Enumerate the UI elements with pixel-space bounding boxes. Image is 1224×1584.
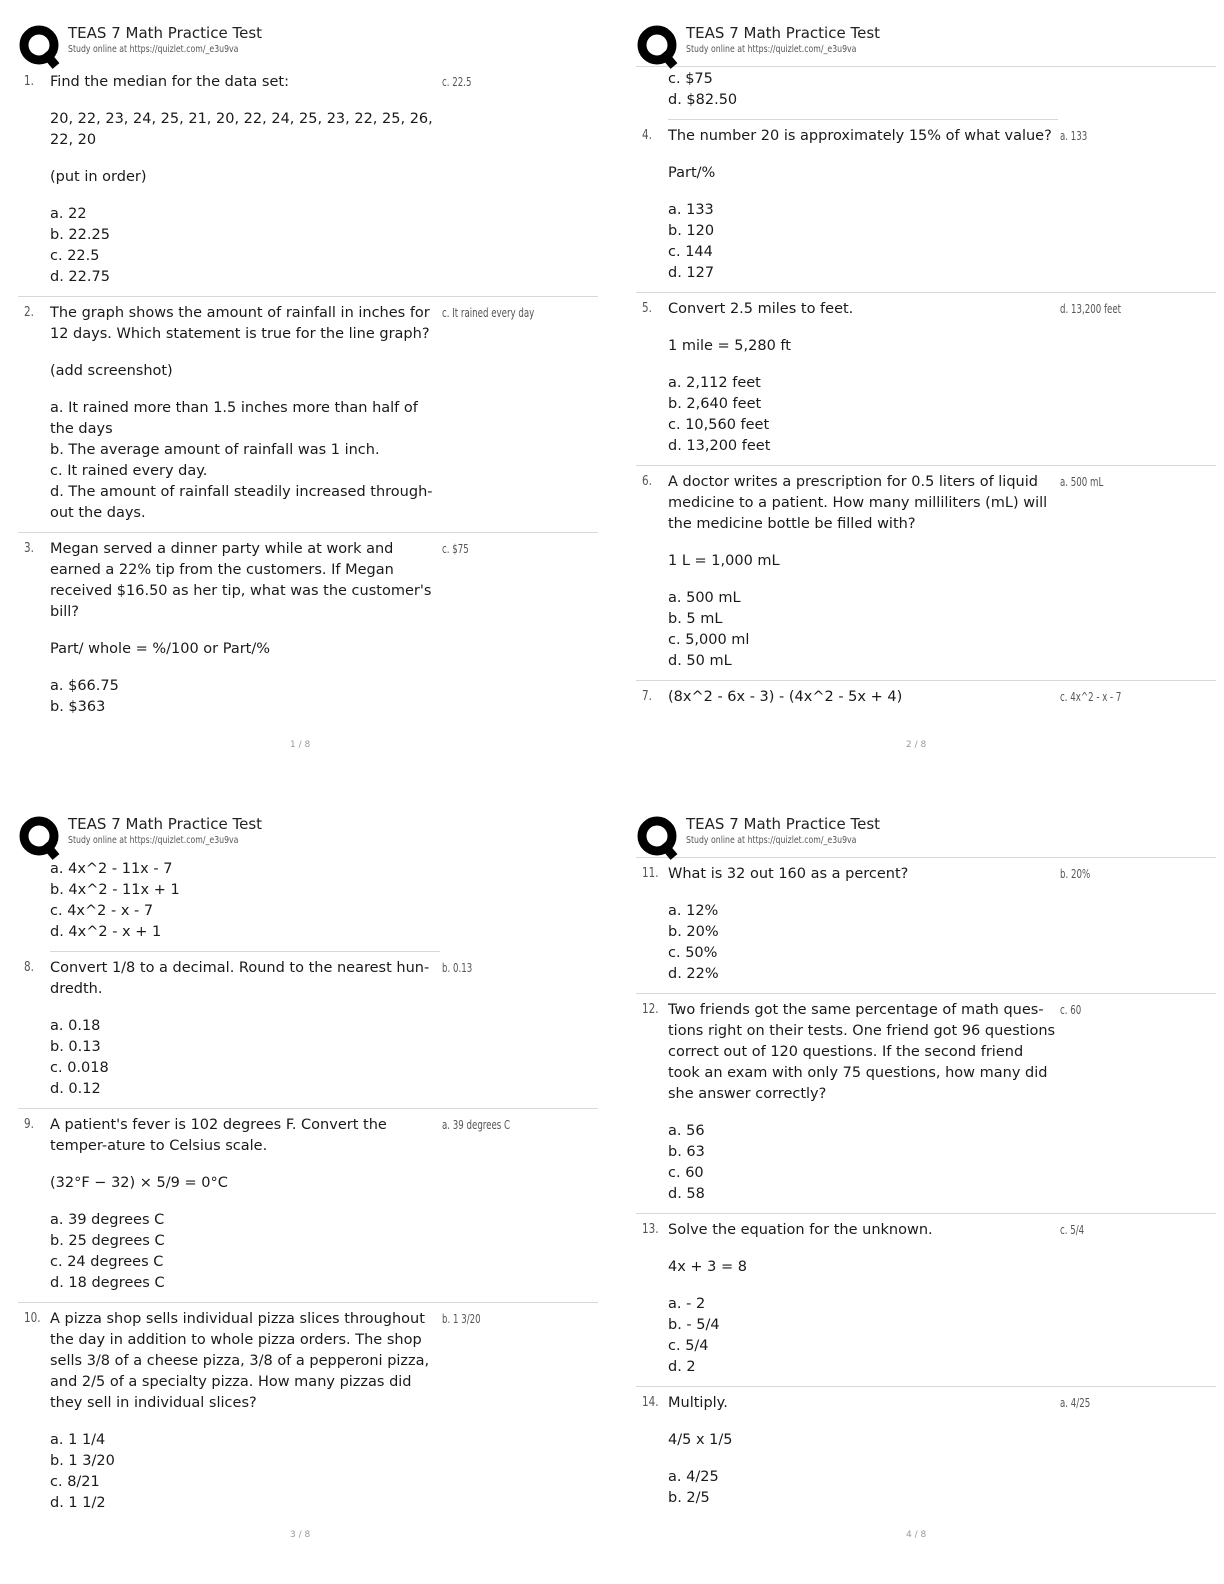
question-line: Two friends got the same percentage of math ques-tions right on their tests. One friend got 96 questions correct out of 120 questions. If the second friend took an exam with only 75 questions, how many did she answer correctly?: [668, 1002, 1056, 1102]
answer-key: a. 4/25: [1060, 1396, 1091, 1410]
question-line: a. 1 1/4: [50, 1432, 106, 1448]
question-line: d. 4x^2 - x + 1: [50, 924, 162, 940]
question-line: The graph shows the amount of rainfall in inches for 12 days. Which statement is true for the line graph?: [50, 305, 430, 342]
question-item: [636, 120, 1216, 293]
question-line: A doctor writes a prescription for 0.5 liters of liquid medicine to a patient. How many milliliters (mL) will the medicine bottle be filled with?: [668, 474, 1048, 532]
answer-key: c. 60: [1060, 1003, 1082, 1017]
question-list: [18, 952, 598, 1522]
question-line: Part/%: [668, 165, 716, 181]
question-item: [18, 952, 598, 1109]
question-number: 3.: [24, 541, 34, 556]
question-line: c. It rained every day.: [50, 463, 208, 479]
question-line: c. 60: [668, 1165, 704, 1181]
question-number: 1.: [24, 74, 34, 89]
question-body: [668, 1393, 1058, 1509]
question-line: A pizza shop sells individual pizza slices throughout the day in addition to whole pizza orders. The shop sells 3/8 of a cheese pizza, 3/8 of a pepperoni pizza, and 2/5 of a specialty pizza. How many pizzas did they sell in individual slices?: [50, 1311, 430, 1411]
question-line: Convert 1/8 to a decimal. Round to the nearest hun-dredth.: [50, 960, 430, 997]
doc-subtitle: Study online at https://quizlet.com/_e3u9va: [68, 835, 239, 846]
quizlet-logo-icon: [636, 24, 682, 70]
question-line: a. 2,112 feet: [668, 375, 761, 391]
quizlet-logo-icon: [18, 24, 64, 70]
question-item: [18, 297, 598, 533]
question-body: [50, 958, 440, 1100]
question-line: c. 4x^2 - x - 7: [50, 903, 154, 919]
question-line: Megan served a dinner party while at work and earned a 22% tip from the customers. If Megan received $16.50 as her tip, what was the customer's bill?: [50, 541, 432, 620]
question-number: 4.: [642, 128, 652, 143]
question-body: [668, 126, 1058, 284]
continued-options: [50, 857, 440, 952]
question-item: [636, 1214, 1216, 1387]
answer-key: b. 0.13: [442, 961, 473, 975]
question-item: [18, 1109, 598, 1303]
question-number: 10.: [24, 1311, 41, 1326]
doc-subtitle: Study online at https://quizlet.com/_e3u9va: [68, 44, 239, 55]
question-item: [636, 293, 1216, 466]
question-line: c. 10,560 feet: [668, 417, 770, 433]
question-item: [636, 466, 1216, 681]
question-body: [668, 299, 1058, 457]
question-number: 2.: [24, 305, 34, 320]
doc-subtitle: Study online at https://quizlet.com/_e3u9va: [686, 44, 857, 55]
question-line: a. 56: [668, 1123, 705, 1139]
question-line: a. 500 mL: [668, 590, 741, 606]
question-body: [50, 539, 440, 718]
question-line: b. 0.13: [50, 1039, 101, 1055]
question-line: b. 4x^2 - 11x + 1: [50, 882, 180, 898]
question-line: a. 12%: [668, 903, 719, 919]
page-4: [636, 811, 1216, 1517]
question-body: [50, 72, 440, 288]
question-item: [636, 858, 1216, 994]
question-item: [636, 681, 1216, 716]
question-line: 1 L = 1,000 mL: [668, 553, 780, 569]
question-item: [636, 994, 1216, 1214]
question-line: d. 22.75: [50, 269, 110, 285]
question-line: c. 24 degrees C: [50, 1254, 164, 1270]
answer-key: d. 13,200 feet: [1060, 302, 1122, 316]
answer-key: c. $75: [442, 542, 469, 556]
page-number: 3 / 8: [290, 1530, 311, 1540]
question-line: a. It rained more than 1.5 inches more than half of the days: [50, 400, 418, 437]
question-line: b. 2,640 feet: [668, 396, 762, 412]
page-number: 1 / 8: [290, 740, 311, 750]
page-1: [18, 20, 598, 726]
doc-title: TEAS 7 Math Practice Test: [68, 24, 263, 42]
question-line: b. The average amount of rainfall was 1 inch.: [50, 442, 380, 458]
question-line: a. - 2: [668, 1296, 706, 1312]
question-line: c. 50%: [668, 945, 718, 961]
question-number: 13.: [642, 1222, 659, 1237]
question-line: b. 20%: [668, 924, 719, 940]
question-line: b. 22.25: [50, 227, 110, 243]
question-line: Find the median for the data set:: [50, 74, 289, 90]
question-line: b. - 5/4: [668, 1317, 720, 1333]
answer-key: a. 500 mL: [1060, 475, 1104, 489]
question-line: The number 20 is approximately 15% of what value?: [668, 128, 1052, 144]
answer-key: b. 1 3/20: [442, 1312, 481, 1326]
question-body: [668, 472, 1058, 672]
question-line: a. 133: [668, 202, 714, 218]
question-line: A patient's fever is 102 degrees F. Convert the temper-ature to Celsius scale.: [50, 1117, 387, 1154]
question-line: d. 58: [668, 1186, 705, 1202]
question-number: 6.: [642, 474, 652, 489]
doc-title: TEAS 7 Math Practice Test: [686, 24, 881, 42]
question-line: d. 13,200 feet: [668, 438, 771, 454]
question-line: 4x + 3 = 8: [668, 1259, 747, 1275]
question-list: [636, 858, 1216, 1517]
question-number: 7.: [642, 689, 652, 704]
answer-key: a. 39 degrees C: [442, 1118, 511, 1132]
question-line: a. 0.18: [50, 1018, 101, 1034]
question-item: [18, 1303, 598, 1522]
question-body: [50, 1309, 440, 1514]
question-line: a. 39 degrees C: [50, 1212, 165, 1228]
question-line: d. 2: [668, 1359, 696, 1375]
page-number: 2 / 8: [906, 740, 927, 750]
question-number: 12.: [642, 1002, 659, 1017]
question-line: d. 22%: [668, 966, 719, 982]
answer-key: c. 4x^2 - x - 7: [1060, 690, 1122, 704]
question-line: d. 127: [668, 265, 715, 281]
question-item: [636, 1387, 1216, 1517]
question-number: 8.: [24, 960, 34, 975]
question-item: [18, 66, 598, 297]
doc-subtitle: Study online at https://quizlet.com/_e3u9va: [686, 835, 857, 846]
answer-key: b. 20%: [1060, 867, 1091, 881]
doc-title: TEAS 7 Math Practice Test: [686, 815, 881, 833]
doc-title: TEAS 7 Math Practice Test: [68, 815, 263, 833]
question-line: b. 63: [668, 1144, 705, 1160]
continued-options: [668, 67, 1058, 120]
question-body: [668, 1000, 1058, 1205]
question-line: b. $363: [50, 699, 106, 715]
question-line: d. 18 degrees C: [50, 1275, 165, 1291]
question-line: c. 22.5: [50, 248, 100, 264]
question-line: d. 1 1/2: [50, 1495, 106, 1511]
question-number: 5.: [642, 301, 652, 316]
page-header: [636, 20, 1216, 66]
question-line: 20, 22, 23, 24, 25, 21, 20, 22, 24, 25, 23, 22, 25, 26, 22, 20: [50, 111, 433, 148]
question-line: Multiply.: [668, 1395, 728, 1411]
question-line: c. 8/21: [50, 1474, 100, 1490]
answer-key: c. 22.5: [442, 75, 472, 89]
page-header: [18, 811, 598, 857]
question-line: c. 5/4: [668, 1338, 709, 1354]
question-line: b. 2/5: [668, 1490, 710, 1506]
question-body: [668, 864, 1058, 985]
question-line: c. 0.018: [50, 1060, 109, 1076]
question-line: d. The amount of rainfall steadily increased through-out the days.: [50, 484, 433, 521]
quizlet-logo-icon: [18, 815, 64, 861]
question-line: d. $82.50: [668, 92, 738, 108]
question-body: [668, 687, 1058, 708]
page-number: 4 / 8: [906, 1530, 927, 1540]
question-line: b. 120: [668, 223, 715, 239]
question-line: c. 144: [668, 244, 713, 260]
question-line: Solve the equation for the unknown.: [668, 1222, 933, 1238]
question-number: 11.: [642, 866, 659, 881]
page-header: [18, 20, 598, 66]
page-3: [18, 811, 598, 1522]
question-line: (8x^2 - 6x - 3) - (4x^2 - 5x + 4): [668, 689, 903, 705]
question-list: [636, 120, 1216, 716]
question-line: c. 5,000 ml: [668, 632, 750, 648]
question-item: [18, 533, 598, 726]
question-line: a. $66.75: [50, 678, 119, 694]
question-line: a. 4x^2 - 11x - 7: [50, 861, 173, 877]
question-line: b. 5 mL: [668, 611, 723, 627]
question-body: [50, 1115, 440, 1294]
question-line: Convert 2.5 miles to feet.: [668, 301, 854, 317]
question-list: [18, 66, 598, 726]
question-line: 1 mile = 5,280 ft: [668, 338, 791, 354]
question-number: 9.: [24, 1117, 34, 1132]
answer-key: c. It rained every day: [442, 306, 535, 320]
question-line: a. 4/25: [668, 1469, 719, 1485]
question-body: [50, 303, 440, 524]
question-body: [668, 1220, 1058, 1378]
question-line: b. 1 3/20: [50, 1453, 115, 1469]
question-line: a. 22: [50, 206, 87, 222]
question-line: (put in order): [50, 169, 147, 185]
question-number: 14.: [642, 1395, 659, 1410]
question-line: 4/5 x 1/5: [668, 1432, 733, 1448]
question-line: What is 32 out 160 as a percent?: [668, 866, 909, 882]
question-line: (add screenshot): [50, 363, 173, 379]
question-line: Part/ whole = %/100 or Part/%: [50, 641, 271, 657]
question-line: b. 25 degrees C: [50, 1233, 165, 1249]
page-header: [636, 811, 1216, 857]
page-2: [636, 20, 1216, 716]
question-line: c. $75: [668, 71, 713, 87]
question-line: d. 0.12: [50, 1081, 101, 1097]
answer-key: a. 133: [1060, 129, 1088, 143]
question-line: d. 50 mL: [668, 653, 732, 669]
quizlet-logo-icon: [636, 815, 682, 861]
question-line: (32°F − 32) × 5/9 = 0°C: [50, 1175, 228, 1191]
answer-key: c. 5/4: [1060, 1223, 1085, 1237]
